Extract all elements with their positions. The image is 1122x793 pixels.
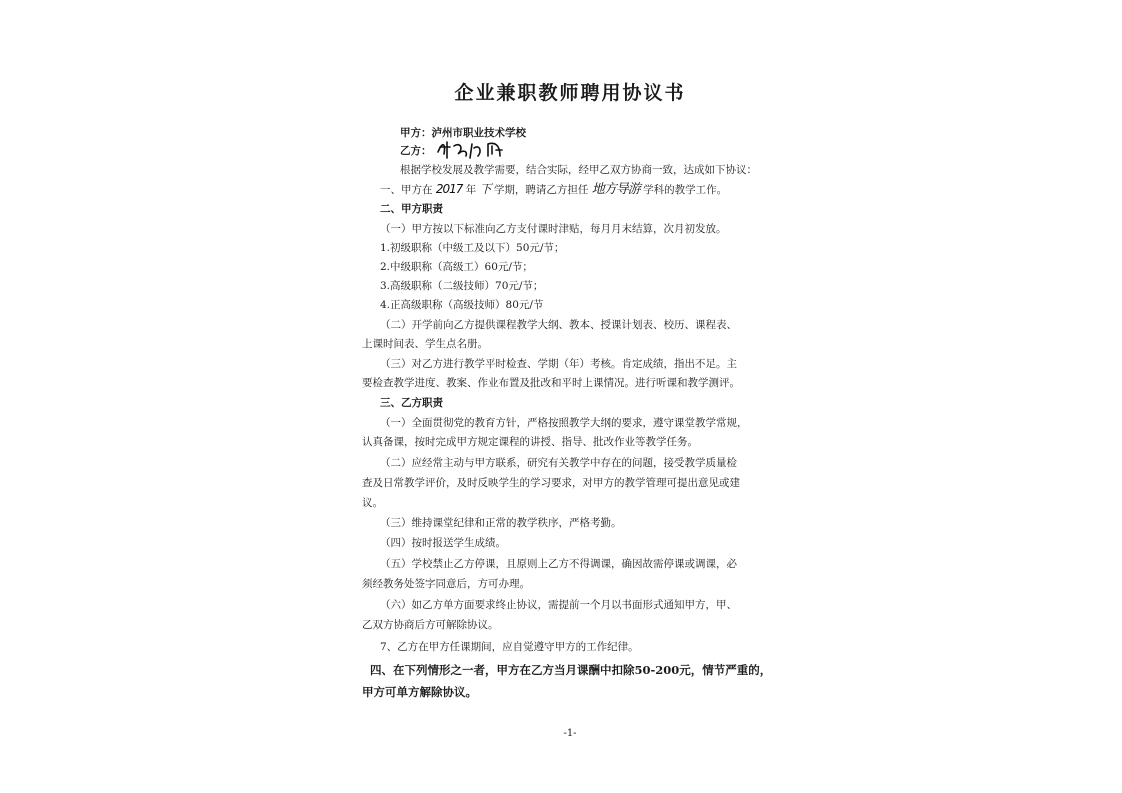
section-2-title: 二、甲方职责: [380, 203, 443, 215]
page-number: -1-: [563, 728, 577, 739]
section-4-line-1: 四、在下列情形之一者，甲方在乙方当月课酬中扣除50-200元，情节严重的，: [370, 663, 772, 677]
handwritten-subject: 地方导游: [591, 182, 640, 197]
rate-item: 2.中级职称（高级工）60元/节；: [380, 261, 533, 273]
section-3-item-7: 7、乙方在甲方任课期间，应自觉遵守甲方的工作纪律。: [380, 641, 639, 653]
section-2-item-3-line-2: 要检查教学进度、教案、作业布置及批改和平时上课情况。进行听课和教学测评。: [362, 377, 740, 389]
section-3-item-2-line-3: 议。: [362, 497, 383, 509]
section-3-item-2-line-1: （二）应经常主动与甲方联系，研究有关教学中存在的问题，接受教学质量检: [380, 457, 737, 469]
rate-item: 4.正高级职称（高级技师）80元/节: [380, 299, 544, 311]
clause-1-prefix: 一、甲方在: [380, 184, 433, 196]
section-3-item-1-line-1: （一）全面贯彻党的教育方针，严格按照教学大纲的要求，遵守课堂教学常规，: [380, 417, 748, 429]
party-b-label: 乙方：: [400, 145, 432, 157]
section-2-item-2-line-2: 上课时间表、学生点名册。: [362, 338, 488, 350]
party-b: [400, 144, 432, 158]
clause-1-suffix: 学科的教学工作。: [643, 184, 728, 196]
clause-1: [380, 182, 727, 197]
section-3-item-5-line-2: 须经教务处签字同意后，方可办理。: [362, 578, 530, 590]
intro-paragraph: 根据学校发展及教学需要，结合实际，经甲乙双方协商一致，达成如下协议：: [400, 164, 757, 176]
clause-1-year-unit: 年: [465, 184, 477, 196]
section-3-item-4: （四）按时报送学生成绩。: [380, 537, 506, 549]
party-b-signature: [434, 138, 514, 160]
section-2-item-2-line-1: （二）开学前向乙方提供课程教学大纲、教本、授课计划表、校历、课程表、: [380, 319, 737, 331]
section-3-title: 三、乙方职责: [380, 397, 443, 409]
section-3-item-5-line-1: （五）学校禁止乙方停课，且原则上乙方不得调课，确因故需停课或调课，必: [380, 558, 737, 570]
document-title: 企业兼职教师聘用协议书: [454, 82, 686, 104]
handwritten-term: 下: [479, 182, 491, 196]
handwritten-year: 2017: [435, 182, 463, 196]
section-2-item-1: （一）甲方按以下标准向乙方支付课时津贴，每月月末结算，次月初发放。: [380, 223, 727, 235]
section-3-item-3: （三）维持课堂纪律和正常的教学秩序，严格考勤。: [380, 517, 622, 529]
party-a: 甲方：泸州市职业技术学校: [400, 127, 526, 139]
section-3-item-1-line-2: 认真备课，按时完成甲方规定课程的讲授、指导、批改作业等教学任务。: [362, 436, 698, 448]
section-4-line-2: 甲方可单方解除协议。: [362, 685, 477, 699]
rate-item: 3.高级职称（二级技师）70元/节；: [380, 280, 544, 292]
section-3-item-6-line-2: 乙双方协商后方可解除协议。: [362, 619, 499, 631]
section-3-item-2-line-2: 查及日常教学评价，及时反映学生的学习要求，对甲方的教学管理可提出意见或建: [362, 477, 740, 489]
section-2-item-3-line-1: （三）对乙方进行教学平时检查、学期（年）考核。肯定成绩，指出不足。主: [380, 358, 737, 370]
rate-item: 1.初级职称（中级工及以下）50元/节；: [380, 242, 565, 254]
section-3-item-6-line-1: （六）如乙方单方面要求终止协议，需提前一个月以书面形式通知甲方，甲、: [380, 599, 737, 611]
clause-1-mid: 学期，聘请乙方担任: [493, 184, 589, 196]
